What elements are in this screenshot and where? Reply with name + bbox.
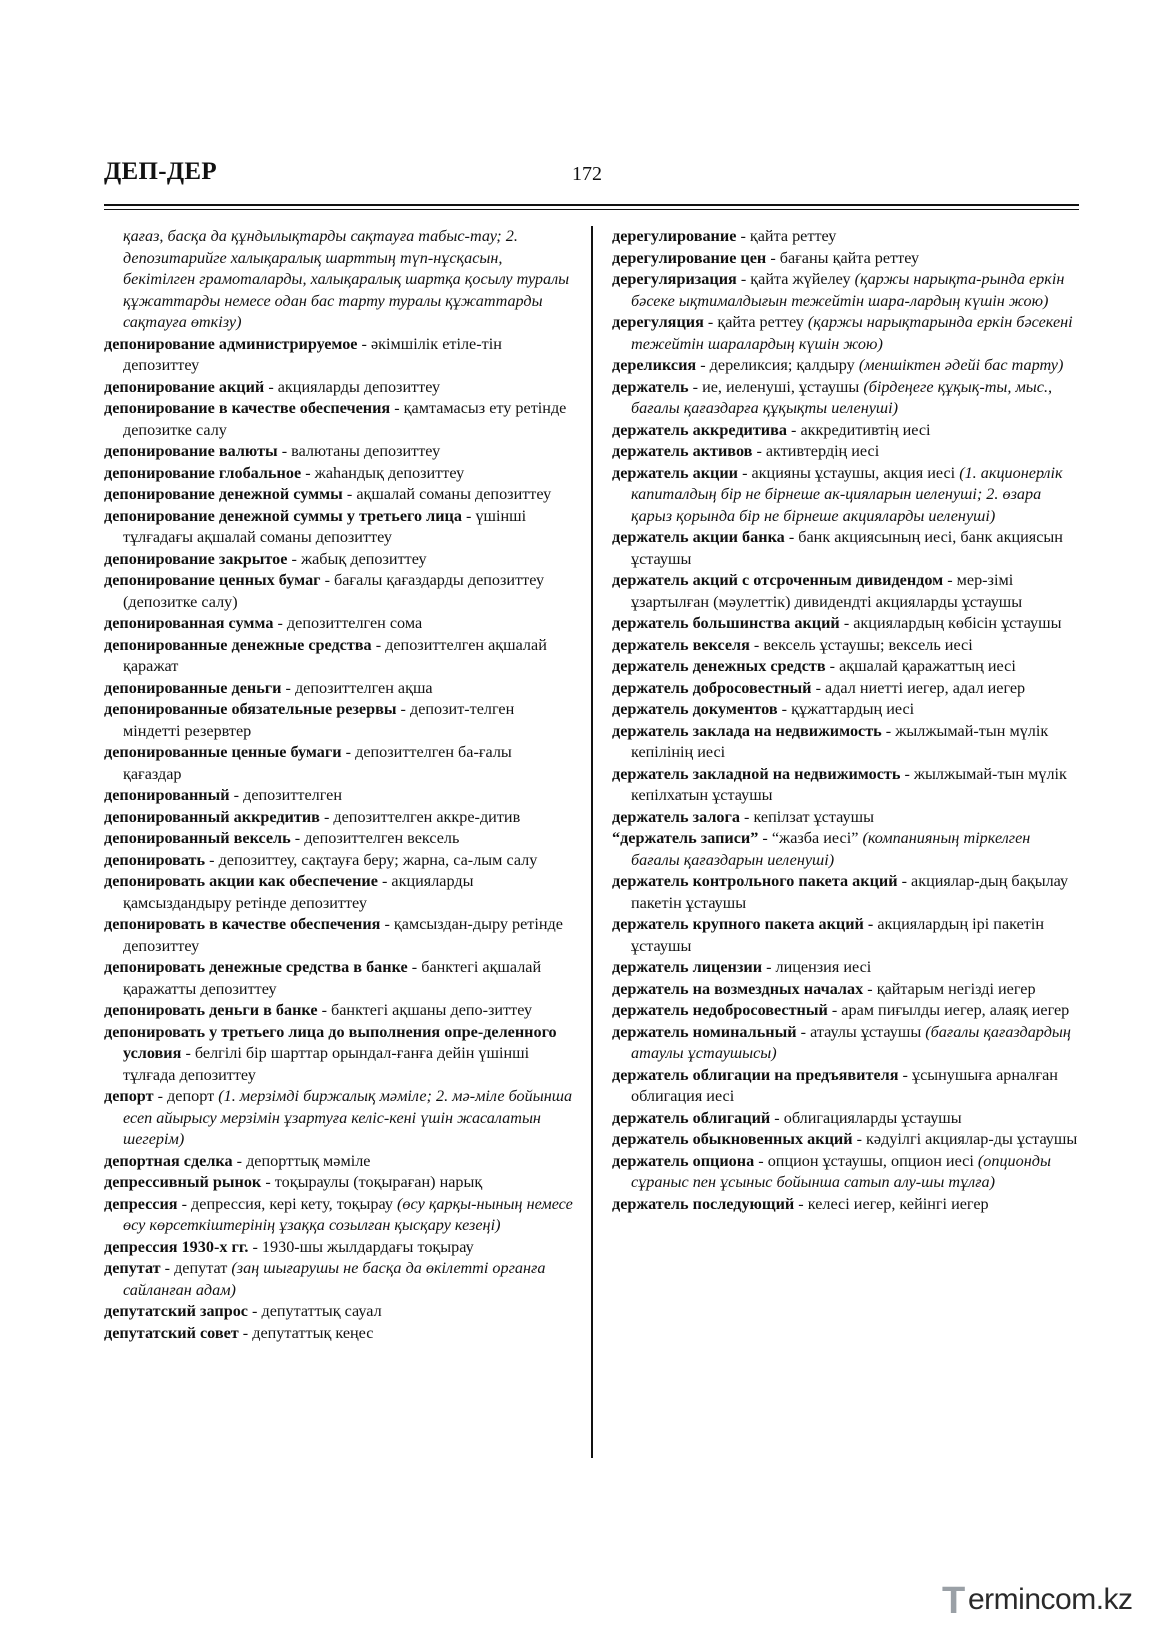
entry-separator: -	[796, 1022, 811, 1041]
dictionary-entry	[104, 957, 574, 1000]
entry-definition: “жазба иесі”	[771, 829, 863, 847]
entry-definition: депутат	[174, 1259, 232, 1277]
entry-term: держатель	[612, 377, 689, 396]
entry-term: депонирование валюты	[104, 442, 278, 460]
dictionary-entry	[612, 1065, 1082, 1108]
entry-term: депутат	[104, 1259, 161, 1277]
dictionary-entry	[104, 1301, 574, 1323]
entry-separator: -	[357, 334, 371, 353]
entry-definition: қайта жүйелеу	[750, 270, 855, 288]
entry-term: держатель векселя	[612, 635, 750, 654]
entry-term: депонирование глобальное	[104, 463, 302, 482]
entry-definition: жабық депозиттеу	[300, 549, 427, 568]
entry-separator: -	[205, 850, 219, 869]
entry-term: депрессивный рынок	[104, 1173, 262, 1191]
dictionary-entry	[612, 355, 1082, 377]
running-head: ДЕП-ДЕР	[104, 158, 217, 185]
entry-definition: тоқыраулы (тоқыраған) нарық	[274, 1173, 483, 1191]
entry-separator: -	[898, 1065, 912, 1084]
entry-definition: депозиттелген вексель	[304, 829, 460, 847]
entry-term: депонировать денежные средства в банке	[104, 958, 408, 976]
entry-definition: опцион ұстаушы, опцион иесі	[767, 1151, 978, 1170]
entry-definition: әкімшілік етіле-тін депозиттеу	[123, 334, 506, 374]
entry-term: депутатский совет	[104, 1323, 239, 1342]
dictionary-entry	[104, 377, 574, 399]
entry-definition: депутаттық кеңес	[252, 1323, 374, 1342]
dictionary-entry	[104, 699, 574, 742]
entry-separator: -	[897, 872, 912, 890]
entry-term: держатель на возмездных началах	[612, 979, 864, 998]
entry-separator: -	[461, 506, 476, 525]
entry-separator: -	[770, 1108, 784, 1127]
dictionary-entry	[612, 1194, 1082, 1216]
entry-definition: акциялардың көбісін ұстаушы	[853, 614, 1062, 632]
entry-separator: -	[301, 463, 315, 482]
dictionary-entry	[104, 1086, 577, 1151]
entry-definition: депорттық мәміле	[246, 1151, 371, 1170]
entry-note: (опционды сұраныс пен ұсыныс бойынша сатып алу-шы тұлға)	[631, 1151, 1055, 1191]
entry-note: қағаз, басқа да құндылықтарды сақтауға табыс-тау; 2. депозитарийге халықаралық шарттың түп-нұсқасын, бекітілген грамоталарды, халықаралық шартқа қосылу туралы құжаттарды немесе одан бас тарту туралы құжаттарды сақтауға өткізу)	[123, 227, 574, 331]
watermark-text[interactable]: ermincom.kz	[968, 1583, 1133, 1616]
entry-term: депонированные денежные средства	[104, 635, 372, 654]
entry-note: (заң шығарушы не басқа да өкілетті органға сайланған адам)	[123, 1259, 550, 1299]
dictionary-entry	[612, 269, 1082, 312]
dictionary-entry	[104, 506, 574, 549]
dictionary-entry	[612, 527, 1082, 570]
entry-definition: депозиттелген	[243, 786, 343, 804]
dictionary-entry	[612, 957, 1082, 979]
dictionary-entry	[612, 1151, 1082, 1194]
page-number: 172	[572, 163, 602, 185]
entry-term: держатель акций с отсроченным дивидендом	[612, 571, 944, 589]
entry-term: депонирование денежной суммы у третьего лица	[104, 506, 462, 525]
entry-definition: банктегі ақшалай қаражатты депозиттеу	[123, 958, 546, 998]
entry-note: (компанияның тіркелген бағалы қағаздарын иеленуші)	[631, 829, 1035, 869]
dictionary-entry	[104, 914, 574, 957]
entry-definition: лицензия иесі	[775, 958, 872, 976]
entry-term: дерегулирование	[612, 227, 737, 245]
entry-term: держатель активов	[612, 442, 753, 460]
entry-definition: адал ниетті иегер, адал иегер	[825, 678, 1026, 697]
dictionary-entry	[612, 871, 1082, 914]
entry-term: депрессия	[104, 1194, 178, 1213]
entry-separator: -	[784, 528, 799, 546]
entry-note: (бағалы қағаздардың атаулы ұстаушысы)	[631, 1022, 1075, 1062]
entry-note: (меншіктен әдейі бас тарту)	[858, 356, 1064, 374]
entry-note: (1. акционерлік капиталдың бір не бірнеше ак-цияларын иеленуші; 2. өзара қарыз қорында бір не бірнеше акцияларды иеленуші)	[631, 463, 1067, 525]
entry-term: держатель последующий	[612, 1194, 795, 1213]
entry-term: депонированный	[104, 786, 230, 804]
entry-separator: -	[736, 270, 751, 288]
entry-term: депонированные ценные бумаги	[104, 743, 342, 761]
entry-definition: акцияларды қамсыздандыру ретінде депозиттеу	[123, 872, 478, 912]
entry-term: держатель крупного пакета акций -	[612, 915, 874, 933]
entry-term: держатель большинства акций	[612, 614, 840, 632]
entry-separator: -	[341, 743, 356, 761]
entry-term: депонированная сумма	[104, 614, 274, 632]
dictionary-entry	[104, 398, 574, 441]
entry-separator: -	[273, 614, 287, 632]
entry-definition: депозиттелген ба-ғалы қағаздар	[123, 743, 516, 783]
entry-separator: -	[827, 1001, 842, 1019]
entry-separator: -	[247, 1302, 262, 1320]
entry-definition: депозиттеу, сақтауға беру; жарна, са-лым салу	[218, 850, 538, 869]
entry-separator: -	[277, 442, 292, 460]
entry-definition: валютаны депозиттеу	[291, 442, 441, 460]
entry-separator: -	[160, 1259, 175, 1277]
dictionary-entry	[104, 441, 574, 463]
entry-separator: -	[881, 721, 896, 740]
entry-separator: -	[290, 829, 305, 847]
entry-separator: -	[319, 807, 334, 826]
entry-separator: -	[696, 356, 710, 374]
entry-separator: -	[754, 1151, 768, 1170]
dictionary-entry	[104, 1323, 574, 1345]
entry-separator: -	[786, 420, 801, 439]
entry-definition: жылжымай-тын мүлік кепілінің иесі	[631, 721, 1053, 761]
entry-definition: қамтамасыз ету ретінде депозитке салу	[123, 399, 571, 439]
dictionary-entry	[612, 312, 1082, 355]
entry-definition: кепілзат ұстаушы	[753, 807, 874, 826]
right-column	[612, 226, 1082, 1215]
entry-term: депонировать деньги в банке	[104, 1001, 318, 1019]
dictionary-entry	[612, 635, 1082, 657]
dictionary-entry	[104, 334, 574, 377]
entry-separator: -	[407, 958, 422, 976]
entry-definition: 1930-шы жылдардағы тоқырау	[261, 1237, 474, 1256]
entry-definition: ақшалай қаражаттың иесі	[839, 657, 1016, 675]
dictionary-entry	[612, 807, 1082, 829]
entry-separator: -	[390, 399, 404, 417]
entry-definition: бағаны қайта реттеу	[779, 248, 920, 267]
entry-definition: акцияны ұстаушы, акция иесі	[751, 463, 960, 482]
entry-separator: -	[777, 700, 792, 718]
entry-term: держатель документов	[612, 700, 778, 718]
dictionary-entry	[612, 1022, 1082, 1065]
entry-definition: белгілі бір шарттар орындал-ғанға дейін үшінші тұлғада депозиттеу	[123, 1044, 534, 1084]
entry-term: депонирование денежной суммы	[104, 485, 343, 503]
entry-term: держатель недобросовестный	[612, 1001, 828, 1019]
dictionary-entry	[104, 1237, 574, 1259]
dictionary-entry	[104, 850, 574, 872]
entry-definition: банктегі ақшаны депо-зиттеу	[331, 1001, 533, 1019]
entry-separator: -	[794, 1194, 808, 1213]
entry-separator: -	[287, 549, 301, 568]
entry-definition: депутаттық сауал	[261, 1302, 382, 1320]
dictionary-entry	[612, 377, 1082, 420]
dictionary-entry	[104, 1022, 574, 1087]
dictionary-entry	[612, 828, 1082, 871]
entry-term: держатель облигаций	[612, 1108, 771, 1127]
entry-definition: депозиттелген ақшалай қаражат	[123, 635, 551, 675]
entry-definition: ақшалай соманы депозиттеу	[356, 485, 552, 503]
entry-separator: -	[863, 979, 877, 998]
entry-separator: -	[320, 571, 335, 589]
entry-term: держатель акции	[612, 463, 739, 482]
entry-definition: облигацияларды ұстаушы	[783, 1108, 962, 1127]
entry-separator: -	[839, 614, 854, 632]
left-column	[104, 226, 577, 1344]
entry-definition: атаулы ұстаушы	[810, 1022, 926, 1041]
entry-separator: -	[396, 700, 410, 718]
dictionary-entry	[612, 1108, 1082, 1130]
entry-separator: -	[811, 678, 825, 697]
entry-separator: -	[281, 678, 295, 697]
dictionary-entry	[612, 420, 1082, 442]
entry-definition: құжаттардың иесі	[791, 700, 915, 718]
dictionary-entry	[612, 979, 1082, 1001]
entry-separator: -	[766, 248, 780, 267]
entry-term: депонирование акций	[104, 377, 265, 396]
entry-separator: -	[703, 313, 718, 331]
entry-separator: -	[380, 915, 394, 933]
dictionary-entry	[612, 1000, 1082, 1022]
entry-term: держатель денежных средств	[612, 657, 826, 675]
dictionary-entry	[104, 1151, 574, 1173]
entry-note: (1. мерзімді биржалық мәміле; 2. мә-міле бойынша есеп айырысу мерзімін ұзартуға келіс-кені үшін жасалатын шегерім)	[123, 1087, 577, 1148]
entry-definition: акциялар-дың бақылау пакетін ұстаушы	[631, 872, 1073, 912]
entry-term: депонировать у третьего лица до выполнения опре-деленного условия	[104, 1022, 561, 1062]
entry-term: “держатель записи”	[612, 829, 759, 847]
entry-definition: дереликсия; қалдыру	[709, 356, 859, 374]
entry-separator: -	[153, 1087, 168, 1105]
entry-definition: үшінші тұлғадағы ақшалай соманы депозиттеу	[123, 506, 531, 546]
entry-term: депонировать акции как обеспечение	[104, 872, 378, 890]
entry-separator: -	[752, 442, 766, 460]
entry-separator: -	[736, 227, 750, 245]
entry-definition: кәдуілгі акциялар-ды ұстаушы	[866, 1130, 1078, 1148]
entry-term: депрессия 1930-х гг.	[104, 1237, 249, 1256]
entry-definition: мер-зімі ұзартылған (мәулеттік) дивидендті акцияларды ұстаушы	[631, 571, 1023, 611]
entry-definition: акцияларды депозиттеу	[277, 377, 441, 396]
entry-definition: банк акциясының иесі, банк акциясын ұстаушы	[631, 528, 1067, 568]
dictionary-entry	[612, 248, 1082, 270]
entry-separator: -	[229, 786, 244, 804]
entry-separator: -	[852, 1130, 867, 1148]
dictionary-entry	[104, 570, 574, 613]
entry-term: держатель аккредитива	[612, 420, 787, 439]
entry-term: депортная сделка	[104, 1151, 233, 1170]
dictionary-entry	[612, 441, 1082, 463]
entry-term: держатель обыкновенных акций	[612, 1130, 853, 1148]
entry-definition: депозиттелген аккре-дитив	[333, 807, 521, 826]
entry-term: депорт	[104, 1087, 154, 1105]
dictionary-entry	[612, 226, 1082, 248]
entry-term: держатель добросовестный	[612, 678, 812, 697]
entry-term: депонировать	[104, 850, 206, 869]
entry-term: держатель лицензии	[612, 958, 763, 976]
dictionary-entry	[104, 742, 574, 785]
entry-term: дерегуляризация	[612, 270, 737, 288]
entry-separator: -	[943, 571, 957, 589]
entry-definition: депозиттелген ақша	[294, 678, 433, 697]
entry-separator: -	[739, 807, 754, 826]
dictionary-entry	[104, 807, 574, 829]
entry-term: держатель облигации на предъявителя	[612, 1065, 899, 1084]
entry-separator: -	[342, 485, 357, 503]
dictionary-entry	[612, 656, 1082, 678]
entry-term: держатель заклада на недвижимость	[612, 721, 882, 740]
entry-separator: -	[377, 872, 392, 890]
entry-definition: депозит-телген міндетті резервтер	[123, 700, 519, 740]
entry-definition: вексель ұстаушы; вексель иесі	[763, 635, 973, 654]
entry-term: депонировать в качестве обеспечения	[104, 915, 381, 933]
entry-separator: -	[181, 1044, 195, 1062]
dictionary-entry	[612, 570, 1082, 613]
dictionary-entry	[104, 678, 574, 700]
column-divider	[591, 226, 593, 1458]
entry-definition: қайта реттеу	[749, 227, 837, 245]
entry-term: держатель закладной на недвижимость	[612, 764, 901, 783]
entry-definition: акциялардың ірі пакетін ұстаушы	[631, 915, 1049, 955]
dictionary-entry	[612, 613, 1082, 635]
entry-term: депонированные деньги	[104, 678, 282, 697]
entry-separator: -	[261, 1173, 275, 1191]
entry-separator: -	[248, 1237, 262, 1256]
entry-term: держатель опциона	[612, 1151, 755, 1170]
entry-definition: депрессия, кері кету, тоқырау	[191, 1194, 398, 1213]
dictionary-entry	[104, 1000, 574, 1022]
dictionary-entry	[104, 785, 574, 807]
watermark-logo-letter: T	[942, 1580, 966, 1622]
entry-term: депонированный вексель	[104, 829, 291, 847]
entry-separator: -	[900, 764, 914, 783]
dictionary-entry	[104, 1172, 574, 1194]
dictionary-entry	[104, 828, 574, 850]
entry-definition: депозиттелген сома	[286, 614, 423, 632]
dictionary-entry	[612, 914, 1082, 957]
entry-term: дереликсия	[612, 356, 697, 374]
dictionary-entry	[104, 1194, 577, 1237]
entry-separator: -	[371, 635, 386, 654]
entry-definition: депорт	[167, 1087, 219, 1105]
entry-definition: жылжымай-тын мүлік кепілхатын ұстаушы	[631, 764, 1071, 804]
entry-definition: қайта реттеу	[717, 313, 808, 331]
entry-separator: -	[758, 829, 772, 847]
entry-definition: ұсынушыға арналған облигация иесі	[631, 1065, 1062, 1105]
dictionary-entry	[104, 549, 574, 571]
dictionary-entry	[612, 721, 1082, 764]
entry-separator: -	[762, 958, 776, 976]
entry-term: дерегуляция	[612, 313, 704, 331]
entry-definition: қайтарым негізді иегер	[876, 979, 1036, 998]
entry-definition: аккредитивтің иесі	[800, 420, 931, 439]
entry-note: (қаржы нарықтарында еркін бәсекені тежейтін шаралардың күшін жою)	[631, 313, 1077, 353]
entry-separator: -	[749, 635, 764, 654]
entry-term: депонирование в качестве обеспечения	[104, 399, 391, 417]
dictionary-entry	[104, 484, 574, 506]
entry-term: депутатский запрос	[104, 1302, 248, 1320]
dictionary-entry	[612, 1129, 1082, 1151]
entry-definition: жаһандық депозиттеу	[314, 463, 465, 482]
entry-separator: -	[738, 463, 752, 482]
entry-definition: активтердің иесі	[765, 442, 880, 460]
dictionary-entry	[612, 699, 1082, 721]
entry-separator: -	[177, 1194, 192, 1213]
dictionary-entry	[104, 1258, 574, 1301]
dictionary-entry	[104, 871, 574, 914]
dictionary-entry	[612, 678, 1082, 700]
header-rule-thin	[104, 209, 1079, 210]
entry-separator: -	[238, 1323, 253, 1342]
dictionary-entry	[612, 764, 1082, 807]
entry-separator: -	[825, 657, 840, 675]
entry-note: (қаржы нарықта-рында еркін бәсеке ықтималдығын тежейтін шара-лардың күшін жою)	[631, 270, 1069, 310]
entry-term: депонированные обязательные резервы	[104, 700, 397, 718]
header-rule	[104, 204, 1079, 206]
entry-definition: ие, иеленуші, ұстаушы	[702, 377, 864, 396]
entry-definition: арам пиғылды иегер, алаяқ иегер	[841, 1001, 1070, 1019]
entry-separator: -	[688, 377, 703, 396]
entry-term: держатель акции банка	[612, 528, 785, 546]
entry-note: (бірдеңеге құқық-ты, мыс., бағалы қағаздарға құқықты иеленуші)	[631, 377, 1057, 417]
entry-definition: қамсыздан-дыру ретінде депозиттеу	[123, 915, 567, 955]
entry-term: держатель контрольного пакета акций	[612, 872, 898, 890]
entry-separator: -	[317, 1001, 331, 1019]
entry-separator: -	[264, 377, 278, 396]
entry-definition: бағалы қағаздарды депозиттеу (депозитке салу)	[123, 571, 549, 611]
entry-continuation	[104, 226, 574, 334]
entry-definition: келесі иегер, кейінгі иегер	[807, 1194, 989, 1213]
entry-term: депонированный аккредитив	[104, 807, 320, 826]
entry-separator: -	[232, 1151, 247, 1170]
dictionary-entry	[104, 463, 574, 485]
entry-term: депонирование ценных бумаг	[104, 571, 321, 589]
entry-term: депонирование администрируемое	[104, 334, 358, 353]
dictionary-entry	[612, 463, 1082, 528]
entry-term: депонирование закрытое	[104, 549, 288, 568]
dictionary-entry	[104, 635, 574, 678]
entry-term: дерегулирование цен	[612, 248, 767, 267]
entry-note: (өсу қарқы-нының немесе өсу көрсеткіштерінің ұзаққа созылған қысқару кезеңі)	[123, 1194, 577, 1234]
dictionary-entry	[104, 613, 574, 635]
entry-term: держатель залога	[612, 807, 740, 826]
entry-term: держатель номинальный	[612, 1022, 797, 1041]
